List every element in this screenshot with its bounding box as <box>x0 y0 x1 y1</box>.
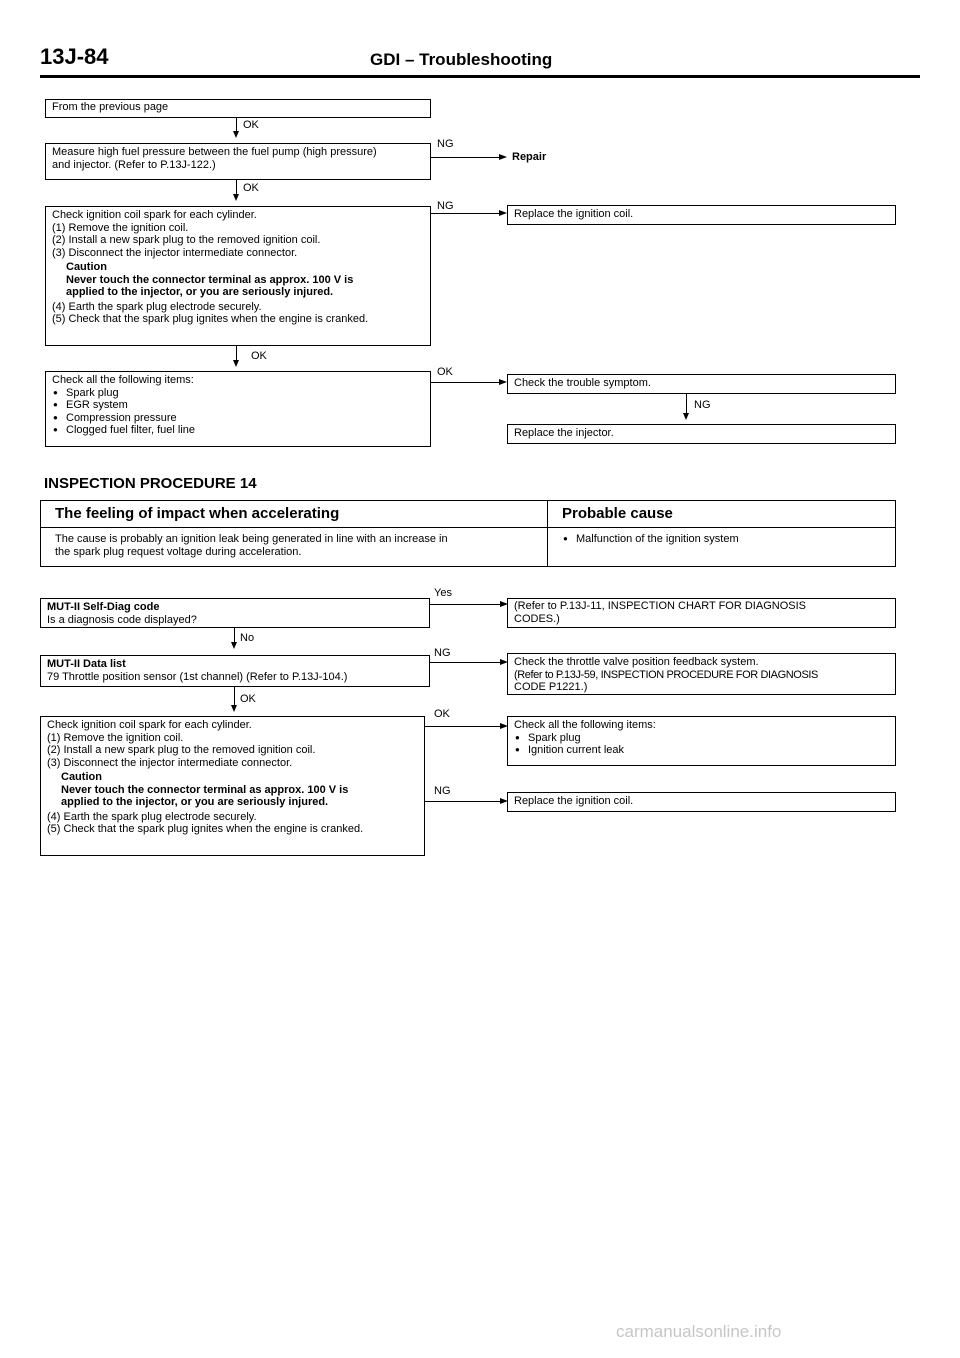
caution-line-2: applied to the injector, or you are seriously injured. <box>61 796 329 808</box>
data-list-box <box>40 655 430 687</box>
connector-line <box>425 726 500 727</box>
self-diag-line-2: Is a diagnosis code displayed? <box>47 613 197 626</box>
connector-line <box>234 628 235 643</box>
ok-label: OK <box>434 708 450 720</box>
arrow-right-icon <box>499 154 507 160</box>
replace-coil-text: Replace the ignition coil. <box>514 795 634 807</box>
spark-check-line-2: (1) Remove the ignition coil. <box>52 221 189 234</box>
spark-check-line-4: (3) Disconnect the injector intermediate connector. <box>47 756 293 769</box>
page-number: 13J-84 <box>40 44 109 69</box>
ok-label: OK <box>243 182 259 194</box>
throttle-check-box <box>507 653 896 695</box>
spark-check-line-1: Check ignition coil spark for each cylinder. <box>47 719 252 731</box>
check-item: ● Spark plug <box>514 732 891 745</box>
connector-line <box>236 346 237 361</box>
check-item: ● Ignition current leak <box>514 744 891 757</box>
throttle-line-3: CODE P1221.) <box>514 681 588 693</box>
arrow-down-icon <box>233 194 239 201</box>
check-items-title: Check all the following items: <box>52 374 194 386</box>
connector-line <box>430 604 500 605</box>
replace-injector-text: Replace the injector. <box>514 427 614 439</box>
connector-line <box>431 213 499 214</box>
probable-cause-cell <box>548 528 894 546</box>
spark-check-line-6: (5) Check that the spark plug ignites when the engine is cranked. <box>52 313 369 325</box>
symptom-header: The feeling of impact when accelerating <box>55 505 340 522</box>
probable-cause-item: ● Malfunction of the ignition system <box>562 533 888 546</box>
from-previous-page-text: From the previous page <box>52 101 169 113</box>
section-title: GDI – Troubleshooting <box>370 50 553 69</box>
ng-label: NG <box>694 399 711 411</box>
caution-line-1: Never touch the connector terminal as approx. 100 V is <box>66 273 354 286</box>
check-trouble-text: Check the trouble symptom. <box>514 377 651 389</box>
replace-ignition-coil-box-2 <box>507 792 896 812</box>
cause-line-2: the spark plug request voltage during acceleration. <box>55 545 302 558</box>
ignition-spark-check-box-2 <box>40 716 425 856</box>
arrow-down-icon <box>233 360 239 367</box>
ok-label: OK <box>243 119 259 131</box>
check-item: ● Spark plug <box>52 387 426 400</box>
caution-title: Caution <box>66 261 107 273</box>
ok-label: OK <box>240 693 256 705</box>
cause-line-1: The cause is probably an ignition leak being generated in line with an increase in <box>55 533 448 545</box>
check-item: ● Clogged fuel filter, fuel line <box>52 424 426 437</box>
check-trouble-symptom-box <box>507 374 896 394</box>
arrow-down-icon <box>683 413 689 420</box>
throttle-line-1: Check the throttle valve position feedback system. <box>514 656 759 668</box>
ng-label: NG <box>437 138 454 150</box>
check-items-box <box>45 371 431 447</box>
caution-line-1: Never touch the connector terminal as approx. 100 V is <box>61 783 349 796</box>
connector-line <box>431 157 499 158</box>
caution-title: Caution <box>61 771 102 783</box>
ok-label: OK <box>251 350 267 362</box>
ok-label: OK <box>437 366 453 378</box>
check-items-title: Check all the following items: <box>514 719 656 731</box>
header-rule <box>40 75 920 78</box>
self-diag-box <box>40 598 430 628</box>
refer-chart-line-2: CODES.) <box>514 612 560 625</box>
ng-label: NG <box>437 200 454 212</box>
yes-label: Yes <box>434 587 452 599</box>
connector-line <box>236 118 237 132</box>
spark-check-line-3: (2) Install a new spark plug to the removed ignition coil. <box>52 234 321 246</box>
data-list-title: MUT-II Data list <box>47 658 126 670</box>
from-previous-page-box <box>45 99 431 118</box>
spark-check-line-3: (2) Install a new spark plug to the removed ignition coil. <box>47 744 316 756</box>
spark-check-line-1: Check ignition coil spark for each cylinder. <box>52 209 257 221</box>
self-diag-title: MUT-II Self-Diag code <box>47 601 160 613</box>
arrow-right-icon <box>499 210 507 216</box>
spark-check-line-5: (4) Earth the spark plug electrode securely. <box>52 300 262 313</box>
procedure-heading: INSPECTION PROCEDURE 14 <box>44 475 257 492</box>
connector-line <box>431 382 499 383</box>
data-list-line-2: 79 Throttle position sensor (1st channel) (Refer to P.13J-104.) <box>47 670 348 683</box>
ignition-spark-check-box <box>45 206 431 346</box>
connector-line <box>425 801 500 802</box>
spark-check-line-6: (5) Check that the spark plug ignites when the engine is cranked. <box>47 823 364 835</box>
repair-text: Repair <box>512 151 547 163</box>
ng-label: NG <box>434 785 451 797</box>
probable-cause-header: Probable cause <box>562 505 673 522</box>
connector-line <box>430 662 500 663</box>
refer-chart-line-1: (Refer to P.13J-11, INSPECTION CHART FOR DIAGNOSIS <box>514 600 806 612</box>
spark-check-line-4: (3) Disconnect the injector intermediate connector. <box>52 246 298 259</box>
cause-description <box>41 528 547 558</box>
caution-line-2: applied to the injector, or you are seriously injured. <box>66 286 334 298</box>
symptom-table <box>40 500 896 567</box>
ng-label: NG <box>434 647 451 659</box>
arrow-right-icon <box>499 379 507 385</box>
check-item: ● Compression pressure <box>52 412 426 425</box>
replace-ignition-coil-box <box>507 205 896 225</box>
spark-check-line-2: (1) Remove the ignition coil. <box>47 731 184 744</box>
check-item: ● EGR system <box>52 399 426 412</box>
no-label: No <box>240 632 255 644</box>
refer-chart-box <box>507 598 896 628</box>
arrow-down-icon <box>231 705 237 712</box>
connector-line <box>686 394 687 414</box>
replace-coil-text: Replace the ignition coil. <box>514 208 634 220</box>
measure-line-2: and injector. (Refer to P.13J-122.) <box>52 158 216 171</box>
replace-injector-box <box>507 424 896 444</box>
arrow-down-icon <box>233 131 239 138</box>
measure-fuel-pressure-box <box>45 143 431 180</box>
connector-line <box>236 180 237 195</box>
watermark-text: carmanualsonline.info <box>616 1322 782 1341</box>
measure-line-1: Measure high fuel pressure between the fuel pump (high pressure) <box>52 146 377 158</box>
spark-check-line-5: (4) Earth the spark plug electrode securely. <box>47 810 257 823</box>
connector-line <box>234 687 235 706</box>
check-items-box-2 <box>507 716 896 766</box>
arrow-down-icon <box>231 642 237 649</box>
throttle-line-2: (Refer to P.13J-59, INSPECTION PROCEDURE FOR DIAGNOSIS <box>514 668 818 681</box>
